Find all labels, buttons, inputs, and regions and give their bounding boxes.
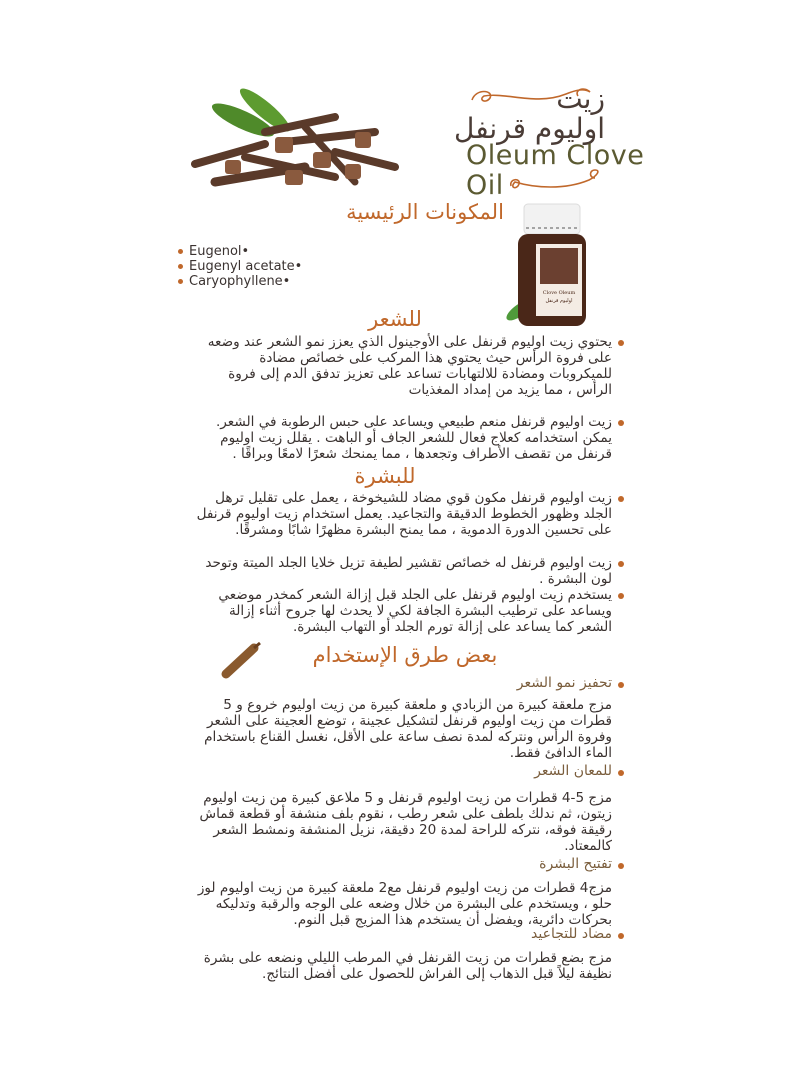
ingredient-item: Eugenyl acetate• (176, 259, 302, 274)
hair-item-2: زيت اوليوم قرنفل منعم طبيعي ويساعد على حبس الرطوبة في الشعر. يمكن استخدامه كعلاج فعال للشعر الجاف أو الباهت . يقلل زيت اوليوم قرنفل من تقصف الأطراف وتجعدها ، مما يمنحك شعرًا لامعًا وبراقًا . (194, 414, 612, 462)
title-english-line1: Oleum Clove (466, 140, 645, 171)
ingredient-item: Caryophyllene• (176, 274, 302, 289)
usage-item-2-title: للمعان الشعر (534, 763, 612, 779)
ingredient-item: Eugenol• (176, 244, 302, 259)
ingredients-heading: المكونات الرئيسية (346, 200, 504, 224)
ornament-swirl-bottom (505, 168, 605, 194)
usage-item-4-text: مزج بضع قطرات من زيت القرنفل في المرطب الليلي ونضعه على بشرة نظيفة ليلاً قبل الذهاب إلى الفراش للحصول على أفضل النتائج. (203, 950, 612, 982)
skin-item-2: زيت اوليوم قرنفل له خصائص تقشير لطيفة تزيل خلايا الجلد الميتة وتوحد لون البشرة . (194, 555, 612, 587)
bullet-dot (618, 420, 624, 426)
bottle-label-ar: اوليوم قرنفل (545, 298, 573, 304)
cloves-with-leaves-image (185, 82, 405, 197)
bullet-dot (618, 593, 624, 599)
usage-item-3-text: مزج4 قطرات من زيت اوليوم قرنفل مع2 ملعقة كبيرة من زيت اوليوم لوز حلو ، ويستخدم على البشرة من خلال وضعه على الوجه والرقبة وتدليكه بحركات دائرية، ويفضل أن يستخدم هذا المزيج قبل النوم. (197, 880, 612, 928)
usage-item-1-text: مزج ملعقة كبيرة من الزبادي و ملعقة كبيرة من زيت اوليوم خروع و 5 قطرات من زيت اوليوم قرنفل لتشكيل عجينة ، توضع العجينة على الشعر وفروة الرأس ونتركه لمدة نصف ساعة على الأقل، نغسل القناع باستخدام الماء الدافئ فقط. (204, 697, 612, 761)
skin-item-1: زيت اوليوم قرنفل مكون قوي مضاد للشيخوخة ، يعمل على تقليل ترهل الجلد وظهور الخطوط الدقيقة والتجاعيد. يعمل استخدام زيت اوليوم قرنفل على تحسين الدورة الدموية ، مما يمنح البشرة مظهرًا شابًا ومشرقًا. (194, 490, 612, 538)
bullet-dot (618, 770, 624, 776)
skin-item-3: يستخدم زيت اوليوم قرنفل على الجلد قبل إزالة الشعر كمخدر موضعي ويساعد على ترطيب البشرة الجافة لكي لا يحدث لها جروح أثناء إزالة الشعر كما يساعد على إزالة تورم الجلد أو التهاب البشرة. (194, 587, 612, 635)
ingredients-list (176, 244, 302, 289)
skin-heading: للبشرة (354, 464, 416, 488)
usage-item-4-title: مضاد للتجاعيد (531, 926, 612, 942)
title-arabic-line1: زيت (556, 82, 605, 115)
usage-item-3-title: تفتيح البشرة (539, 856, 612, 872)
bullet-dot (618, 561, 624, 567)
usage-item-2-text: مزج 5-4 قطرات من زيت اوليوم قرنفل و 5 ملاعق كبيرة من زيت اوليوم زيتون، ثم ندلك بلطف على شعر رطب ، نقوم بلف منشفة أو قطعة قماش رقيقة فوقه، نتركه للراحة لمدة 20 دقيقة، نزيل المنشفة ونمشط الشعر كالمعتاد. (199, 790, 612, 854)
hair-heading: للشعر (368, 307, 422, 331)
title-arabic-line2: اوليوم قرنفل (454, 112, 605, 145)
bullet-dot (618, 933, 624, 939)
bullet-dot (618, 496, 624, 502)
cinnamon-stick-image (220, 640, 264, 680)
bullet-dot (618, 682, 624, 688)
bottle-label-en: Clove Oleum (542, 290, 576, 296)
bullet-dot (618, 863, 624, 869)
clove-oil-bottle-image (502, 202, 594, 330)
title-english-line2: Oil (466, 170, 504, 201)
usage-heading: بعض طرق الإستخدام (312, 643, 498, 667)
usage-item-1-title: تحفيز نمو الشعر (517, 675, 612, 691)
bullet-dot (618, 340, 624, 346)
hair-item-1: يحتوي زيت اوليوم قرنفل على الأوجينول الذي يعزز نمو الشعر عند وضعه على فروة الرأس حيث يحتوي هذا المركب على خصائص مضادة للميكروبات ومضادة للالتهابات تساعد على تعزيز تدفق الدم إلى فروة الرأس ، مما يزيد من إمداد المغذيات (194, 334, 612, 398)
